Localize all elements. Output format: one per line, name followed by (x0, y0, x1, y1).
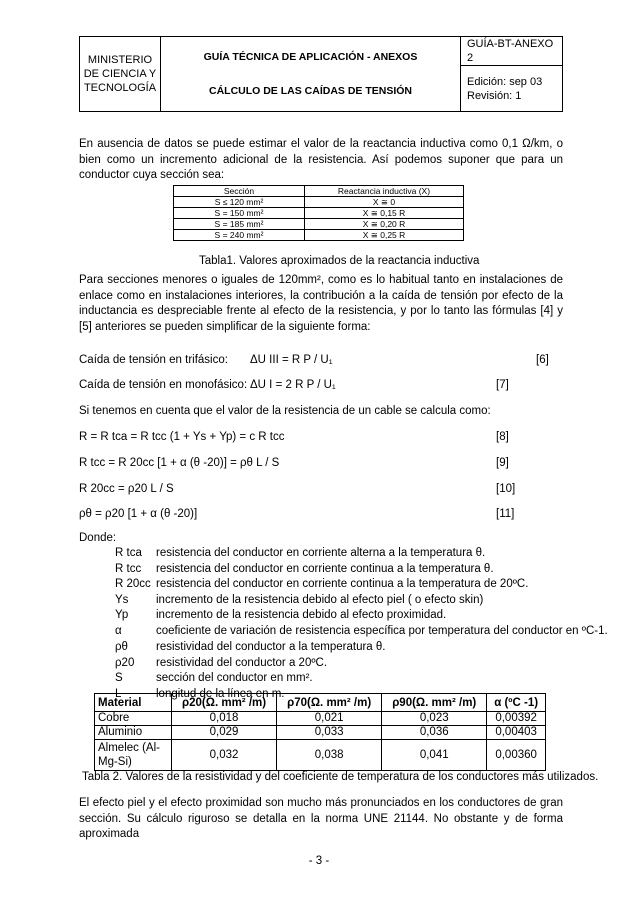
table-cell: S ≤ 120 mm² (174, 197, 305, 208)
table-cell: 0,00392 (487, 712, 546, 726)
formula-7-number: [7] (496, 379, 509, 391)
edition-cell (461, 66, 563, 112)
doc-title: CÁLCULO DE LAS CAÍDAS DE TENSIÓN (208, 85, 412, 97)
definition-symbol: ρθ (115, 641, 128, 653)
table-row (174, 230, 464, 241)
formula-11-number: [11] (496, 508, 515, 520)
table-cell: S = 185 mm² (174, 219, 305, 230)
column-header: ρ20(Ω. mm² /m) (172, 694, 277, 712)
resistance-intro: Si tenemos en cuenta que el valor de la resistencia de un cable se calcula como: (79, 405, 491, 417)
title-cell (161, 37, 461, 112)
resistivity-table (94, 693, 546, 771)
formula-11: ρθ = ρ20 [1 + α (θ -20)] (79, 508, 198, 520)
ministry-line-1: MINISTERIO (87, 54, 153, 66)
definition-symbol: R tcc (115, 563, 142, 575)
definition-symbol: Yp (115, 609, 129, 621)
table-row (174, 197, 464, 208)
definition-text: resistencia del conductor en corriente continua a la temperatura θ. (156, 563, 494, 575)
table-header-row (174, 186, 464, 197)
formula-10-number: [10] (496, 483, 516, 495)
definition-symbol: S (115, 672, 123, 684)
table-cell: S = 150 mm² (174, 208, 305, 219)
guide-code: GUÍA-BT-ANEXO 2 (467, 38, 554, 64)
closing-paragraph: El efecto piel y el efecto proximidad son mucho más pronunciados en los conductores de gran sección. Su cálculo riguroso se detalla en la norma UNE 21144. No obstante y de forma aproximada (79, 797, 563, 841)
simplification-paragraph: Para secciones menores o iguales de 120mm², como es lo habitual tanto en instalaciones de enlace como en instalaciones interiores, la contribución a la caída de tensión por efecto de la inductancia es despreciable frente al efecto de la resistencia, y por lo tanto las fórmulas [4] y [5] anteriores se pueden simplificar de la siguiente forma: (79, 274, 563, 334)
table-cell: Almelec (Al-Mg-Si) (95, 740, 172, 771)
column-header: ρ70(Ω. mm² /m) (277, 694, 382, 712)
where-label: Donde: (79, 532, 117, 544)
column-header: α (ºC -1) (487, 694, 546, 712)
table-cell: X ≅ 0,25 R (305, 230, 464, 241)
formula-9: R tcc = R 20cc [1 + α (θ -20)] = ρθ L / S (79, 457, 280, 469)
formula-8: R = R tca = R tcc (1 + Ys + Yp) = c R tcc (79, 431, 285, 443)
column-header: Reactancia inductiva (X) (305, 186, 464, 197)
table-cell: Aluminio (95, 726, 172, 740)
table-cell: X ≅ 0 (305, 197, 464, 208)
table-cell: 0,041 (382, 740, 487, 771)
formula-8-number: [8] (496, 431, 509, 443)
intro-paragraph: En ausencia de datos se puede estimar el valor de la reactancia inductiva como 0,1 Ω/km, o bien como un incremento adicional de la resistencia. Así podemos suponer que para un conductor cuya sección sea: (79, 138, 563, 182)
table-row (95, 712, 546, 726)
reactance-table (173, 185, 464, 241)
table1-caption: Tabla1. Valores aproximados de la reactancia inductiva (199, 255, 480, 267)
edition: Edición: sep 03 (467, 75, 543, 88)
definition-symbol: R 20cc (115, 578, 151, 590)
definition-symbol: Ys (115, 594, 129, 606)
ministry-line-3: TECNOLOGÍA (83, 82, 157, 94)
definition-text: longitud de la línea en m. (156, 688, 285, 700)
table-row (174, 208, 464, 219)
column-header: ρ90(Ω. mm² /m) (382, 694, 487, 712)
definition-text: coeficiente de variación de resistencia específica por temperatura del conductor en ºC-1. (156, 625, 608, 637)
definition-text: resistividad del conductor a 20ºC. (156, 657, 328, 669)
table-cell: 0,021 (277, 712, 382, 726)
ministry-line-2: DE CIENCIA Y (83, 68, 157, 80)
table-cell: S = 240 mm² (174, 230, 305, 241)
definition-text: incremento de la resistencia debido al efecto proximidad. (156, 609, 447, 621)
table-header-row (95, 694, 546, 712)
table-row (95, 740, 546, 771)
formula-6-number: [6] (536, 354, 549, 366)
document-header (79, 36, 563, 112)
table-cell: 0,029 (172, 726, 277, 740)
table-cell: 0,036 (382, 726, 487, 740)
ministry-cell (80, 37, 161, 112)
definition-text: resistencia del conductor en corriente alterna a la temperatura θ. (156, 547, 486, 559)
table2-caption: Tabla 2. Valores de la resistividad y del coeficiente de temperatura de los conductores más utilizados. (82, 771, 599, 783)
code-cell (461, 37, 563, 66)
formula-6: ΔU III = R P / U₁ (250, 354, 333, 366)
column-header: Sección (174, 186, 305, 197)
table-row (95, 726, 546, 740)
table-cell: 0,018 (172, 712, 277, 726)
formula-7: ΔU I = 2 R P / U₁ (250, 379, 336, 391)
table-cell: 0,038 (277, 740, 382, 771)
table-cell: 0,023 (382, 712, 487, 726)
formula-9-number: [9] (496, 457, 509, 469)
definition-text: resistencia del conductor en corriente continua a la temperatura de 20ºC. (156, 578, 529, 590)
table-cell: 0,00403 (487, 726, 546, 740)
table-cell: Cobre (95, 712, 172, 726)
table-cell: 0,00360 (487, 740, 546, 771)
table-cell: 0,033 (277, 726, 382, 740)
table-cell: 0,032 (172, 740, 277, 771)
formula-6-label: Caída de tensión en trifásico: (79, 354, 228, 366)
table-cell: X ≅ 0,20 R (305, 219, 464, 230)
definition-text: incremento de la resistencia debido al efecto piel ( o efecto skin) (156, 594, 484, 606)
definition-symbol: L (115, 688, 122, 700)
formula-10: R 20cc = ρ20 L / S (79, 483, 174, 495)
column-header: Material (95, 694, 172, 712)
table-cell: X ≅ 0,15 R (305, 208, 464, 219)
definition-symbol: α (115, 625, 122, 637)
revision: Revisión: 1 (467, 89, 522, 102)
definition-text: resistividad del conductor a la temperatura θ. (156, 641, 386, 653)
table-row (174, 219, 464, 230)
formula-7-label: Caída de tensión en monofásico: (79, 379, 248, 391)
guide-title: GUÍA TÉCNICA DE APLICACIÓN - ANEXOS (203, 51, 418, 63)
page-number: - 3 - (308, 855, 330, 867)
definition-symbol: ρ20 (115, 657, 135, 669)
definition-symbol: R tca (115, 547, 142, 559)
definition-text: sección del conductor en mm². (156, 672, 313, 684)
